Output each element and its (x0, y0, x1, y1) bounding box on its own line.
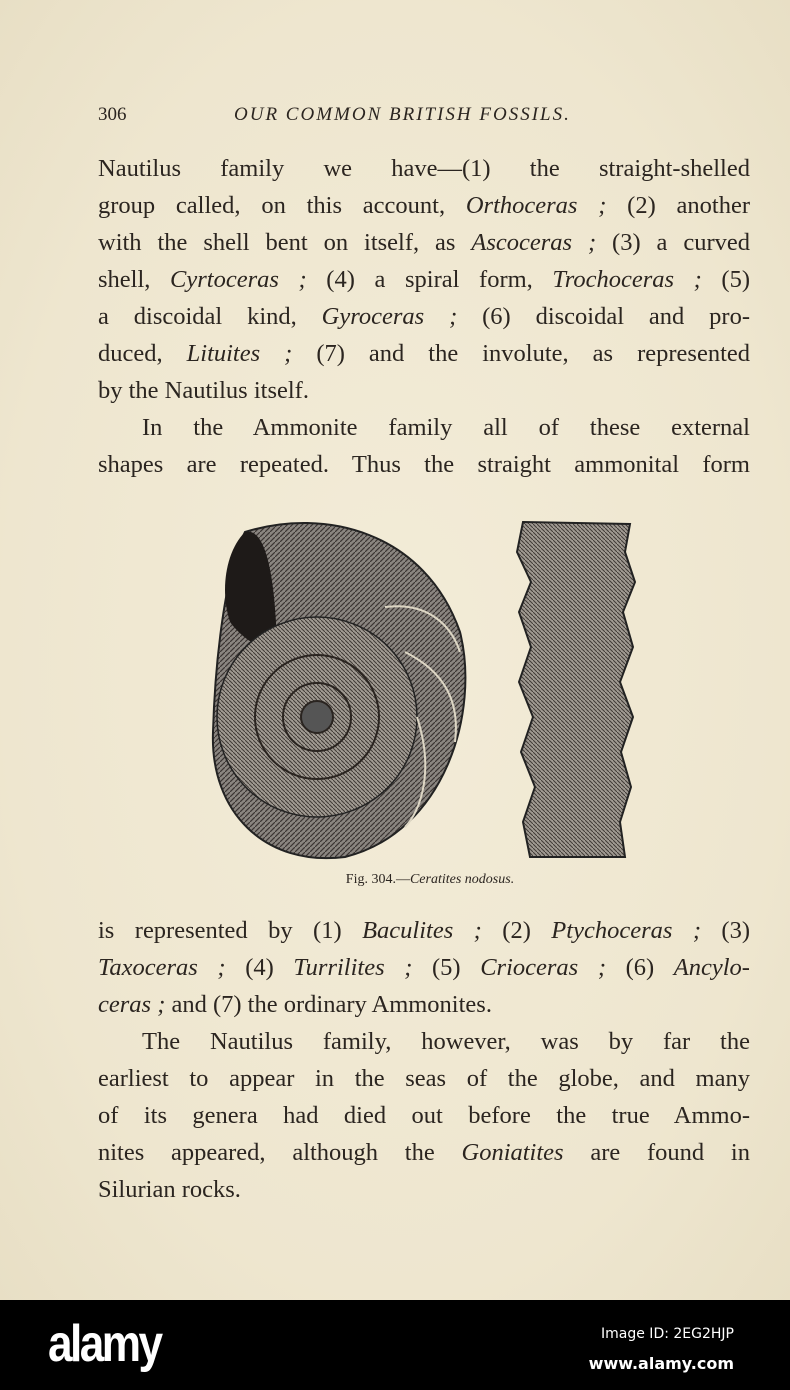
text-segment: earliest to appear in the seas of the globe, and many (98, 1065, 750, 1092)
italic-genus-name: Gyroceras ; (321, 303, 458, 330)
text-segment: (5) (701, 266, 750, 293)
figure-label: Fig. 304.— (345, 872, 410, 887)
italic-genus-name: Ptychoceras ; (551, 917, 701, 944)
text-line (98, 1134, 750, 1171)
text-segment: (2) another (606, 192, 750, 219)
italic-genus-name: Ascoceras ; (471, 229, 597, 256)
italic-genus-name: Lituites ; (186, 340, 293, 367)
italic-genus-name: ceras ; (98, 991, 166, 1018)
text-line (98, 372, 750, 409)
text-segment: (6) (605, 954, 674, 981)
italic-genus-name: Orthoceras ; (465, 192, 607, 219)
text-segment: are found in (563, 1139, 750, 1166)
italic-genus-name: Trochoceras ; (552, 266, 702, 293)
text-segment: group called, on this account, (98, 192, 466, 219)
text-line (98, 261, 750, 298)
ceratites-nodosus-illustration (205, 512, 645, 867)
text-line (98, 409, 750, 446)
text-segment: In the Ammonite family all of these external (142, 414, 750, 441)
text-segment: (2) (481, 917, 552, 944)
text-line (98, 1060, 750, 1097)
text-line (98, 1097, 750, 1134)
text-segment: with the shell bent on itself, as (98, 229, 472, 256)
paragraph-block-top (98, 150, 750, 483)
figure-caption (0, 872, 790, 888)
alamy-logo: alamy (48, 1315, 161, 1373)
text-segment: is represented by (1) (98, 917, 363, 944)
text-segment: by the Nautilus itself. (98, 377, 309, 404)
text-segment: (4) a spiral form, (306, 266, 553, 293)
italic-genus-name: Crioceras ; (480, 954, 606, 981)
text-segment: nites appeared, although the (98, 1139, 462, 1166)
text-line (98, 949, 750, 986)
running-title: OUR COMMON BRITISH FOSSILS. (234, 104, 571, 125)
text-segment: shell, (98, 266, 171, 293)
italic-genus-name: Ancylo- (673, 954, 750, 981)
text-segment: (3) a curved (596, 229, 750, 256)
text-line (98, 187, 750, 224)
text-segment: (6) discoidal and pro- (457, 303, 750, 330)
paragraph-block-bottom (98, 912, 750, 1208)
figure-title: Ceratites nodosus. (409, 872, 515, 887)
text-segment: The Nautilus family, however, was by far the (142, 1028, 750, 1055)
text-segment: (4) (225, 954, 294, 981)
text-segment: (3) (700, 917, 750, 944)
text-line (98, 298, 750, 335)
text-line (98, 912, 750, 949)
text-segment: duced, (98, 340, 187, 367)
italic-genus-name: Baculites ; (362, 917, 482, 944)
text-line (98, 150, 750, 187)
italic-genus-name: Taxoceras ; (98, 954, 226, 981)
image-id: Image ID: 2EG2HJP (601, 1326, 734, 1342)
text-line (98, 1023, 750, 1060)
text-line (98, 1171, 750, 1208)
text-segment: (7) and the involute, as represented (292, 340, 751, 367)
text-segment: shapes are repeated. Thus the straight ammonital form (98, 451, 750, 478)
text-segment: Silurian rocks. (98, 1176, 241, 1203)
text-line (98, 335, 750, 372)
site-url: www.alamy.com (588, 1354, 734, 1373)
watermark-footer (0, 1300, 790, 1390)
text-line (98, 986, 750, 1023)
italic-genus-name: Turrilites ; (293, 954, 413, 981)
ammonite-front-view (517, 522, 635, 857)
text-line (98, 446, 750, 483)
text-segment: of its genera had died out before the true Ammo- (98, 1102, 750, 1129)
ammonite-side-view (213, 523, 466, 858)
italic-genus-name: Cyrtoceras ; (170, 266, 307, 293)
page-number: 306 (98, 104, 127, 125)
italic-genus-name: Goniatites (461, 1139, 564, 1166)
text-segment: (5) (412, 954, 481, 981)
text-line (98, 224, 750, 261)
page-header (98, 104, 750, 134)
text-segment: and (7) the ordinary Ammonites. (165, 991, 492, 1018)
text-segment: Nautilus family we have—(1) the straight-shelled (98, 155, 750, 182)
text-segment: a discoidal kind, (98, 303, 322, 330)
